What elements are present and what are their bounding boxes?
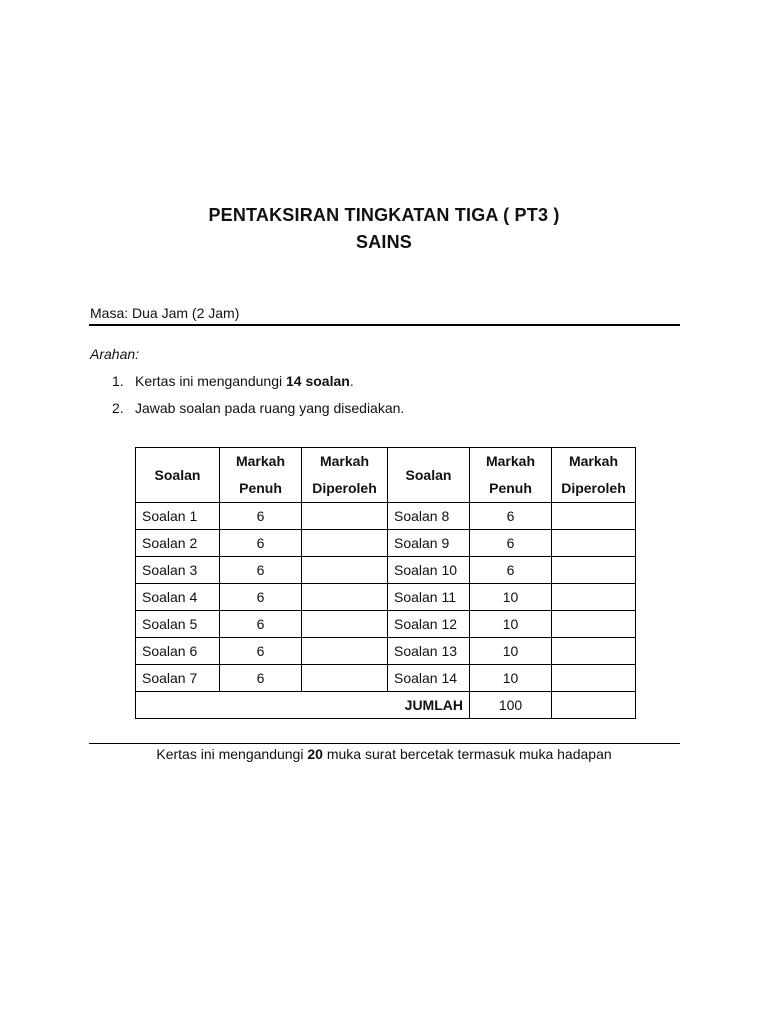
instruction-bold-text: 14 soalan (286, 373, 350, 389)
total-full-marks: 100 (470, 692, 552, 719)
instruction-text-end: . (349, 373, 354, 389)
instruction-text: Kertas ini mengandungi (135, 373, 286, 389)
cell-question: Soalan 12 (388, 611, 470, 638)
cell-question: Soalan 7 (136, 665, 220, 692)
cell-full-marks: 6 (220, 584, 302, 611)
instruction-item (112, 373, 354, 389)
footer-page-count: 20 (307, 746, 323, 762)
instruction-number: 2. (112, 400, 124, 416)
header-markah-penuh (470, 448, 552, 503)
cell-question: Soalan 13 (388, 638, 470, 665)
cell-question: Soalan 5 (136, 611, 220, 638)
cell-full-marks: 6 (220, 503, 302, 530)
table-row (136, 638, 636, 665)
header-line: Diperoleh (561, 480, 626, 496)
cell-question: Soalan 4 (136, 584, 220, 611)
instruction-item (112, 400, 404, 416)
cell-full-marks: 6 (220, 557, 302, 584)
total-row (136, 692, 636, 719)
cell-full-marks: 6 (220, 611, 302, 638)
cell-full-marks: 6 (470, 530, 552, 557)
cell-question: Soalan 10 (388, 557, 470, 584)
instruction-text: Jawab soalan pada ruang yang disediakan. (135, 400, 405, 416)
cell-full-marks: 6 (220, 665, 302, 692)
table-row (136, 584, 636, 611)
header-line: Penuh (489, 480, 532, 496)
header-line: Penuh (239, 480, 282, 496)
instruction-number: 1. (112, 373, 124, 389)
footer-text: Kertas ini mengandungi (156, 746, 308, 762)
cell-full-marks: 6 (220, 530, 302, 557)
subject-title: SAINS (355, 232, 412, 252)
header-line: Markah (319, 453, 370, 469)
table-row (136, 611, 636, 638)
table-body (136, 503, 636, 719)
cell-question: Soalan 6 (136, 638, 220, 665)
cell-question: Soalan 8 (388, 503, 470, 530)
footer-text-end: muka surat bercetak termasuk muka hadapan (322, 746, 612, 762)
header-soalan: Soalan (388, 448, 470, 503)
divider-line (89, 743, 680, 744)
header-line: Markah (485, 453, 536, 469)
exam-title: PENTAKSIRAN TINGKATAN TIGA ( PT3 ) (208, 205, 560, 225)
cell-marks-obtained[interactable] (302, 638, 388, 665)
cell-full-marks: 6 (220, 638, 302, 665)
page-count-note (0, 746, 768, 762)
marks-table (135, 447, 636, 719)
cell-full-marks: 10 (470, 638, 552, 665)
cell-question: Soalan 3 (136, 557, 220, 584)
header-line: Markah (568, 453, 619, 469)
table-row (136, 503, 636, 530)
header-markah-penuh (220, 448, 302, 503)
cell-question: Soalan 1 (136, 503, 220, 530)
exam-duration: Masa: Dua Jam (2 Jam) (90, 305, 240, 321)
cell-marks-obtained[interactable] (552, 611, 636, 638)
table-row (136, 557, 636, 584)
cell-marks-obtained[interactable] (302, 665, 388, 692)
instructions-heading: Arahan: (90, 346, 140, 362)
cell-marks-obtained[interactable] (302, 611, 388, 638)
header-markah-diperoleh (552, 448, 636, 503)
cell-question: Soalan 9 (388, 530, 470, 557)
header-markah-diperoleh (302, 448, 388, 503)
cell-marks-obtained[interactable] (302, 557, 388, 584)
cell-marks-obtained[interactable] (302, 503, 388, 530)
table-row (136, 665, 636, 692)
cell-marks-obtained[interactable] (552, 665, 636, 692)
total-marks-obtained[interactable] (552, 692, 636, 719)
table-header-row (136, 448, 636, 503)
cell-marks-obtained[interactable] (552, 530, 636, 557)
cell-marks-obtained[interactable] (302, 530, 388, 557)
header-line: Diperoleh (312, 480, 377, 496)
table-row (136, 530, 636, 557)
cell-full-marks: 10 (470, 611, 552, 638)
header-line: Markah (235, 453, 286, 469)
cell-marks-obtained[interactable] (552, 584, 636, 611)
header-soalan: Soalan (136, 448, 220, 503)
cell-question: Soalan 14 (388, 665, 470, 692)
cell-marks-obtained[interactable] (302, 584, 388, 611)
total-label: JUMLAH (136, 692, 470, 719)
cell-marks-obtained[interactable] (552, 557, 636, 584)
cell-marks-obtained[interactable] (552, 503, 636, 530)
cell-full-marks: 6 (470, 557, 552, 584)
cell-full-marks: 6 (470, 503, 552, 530)
divider-line (89, 324, 680, 326)
cell-question: Soalan 2 (136, 530, 220, 557)
cell-full-marks: 10 (470, 584, 552, 611)
cell-full-marks: 10 (470, 665, 552, 692)
cell-marks-obtained[interactable] (552, 638, 636, 665)
cell-question: Soalan 11 (388, 584, 470, 611)
